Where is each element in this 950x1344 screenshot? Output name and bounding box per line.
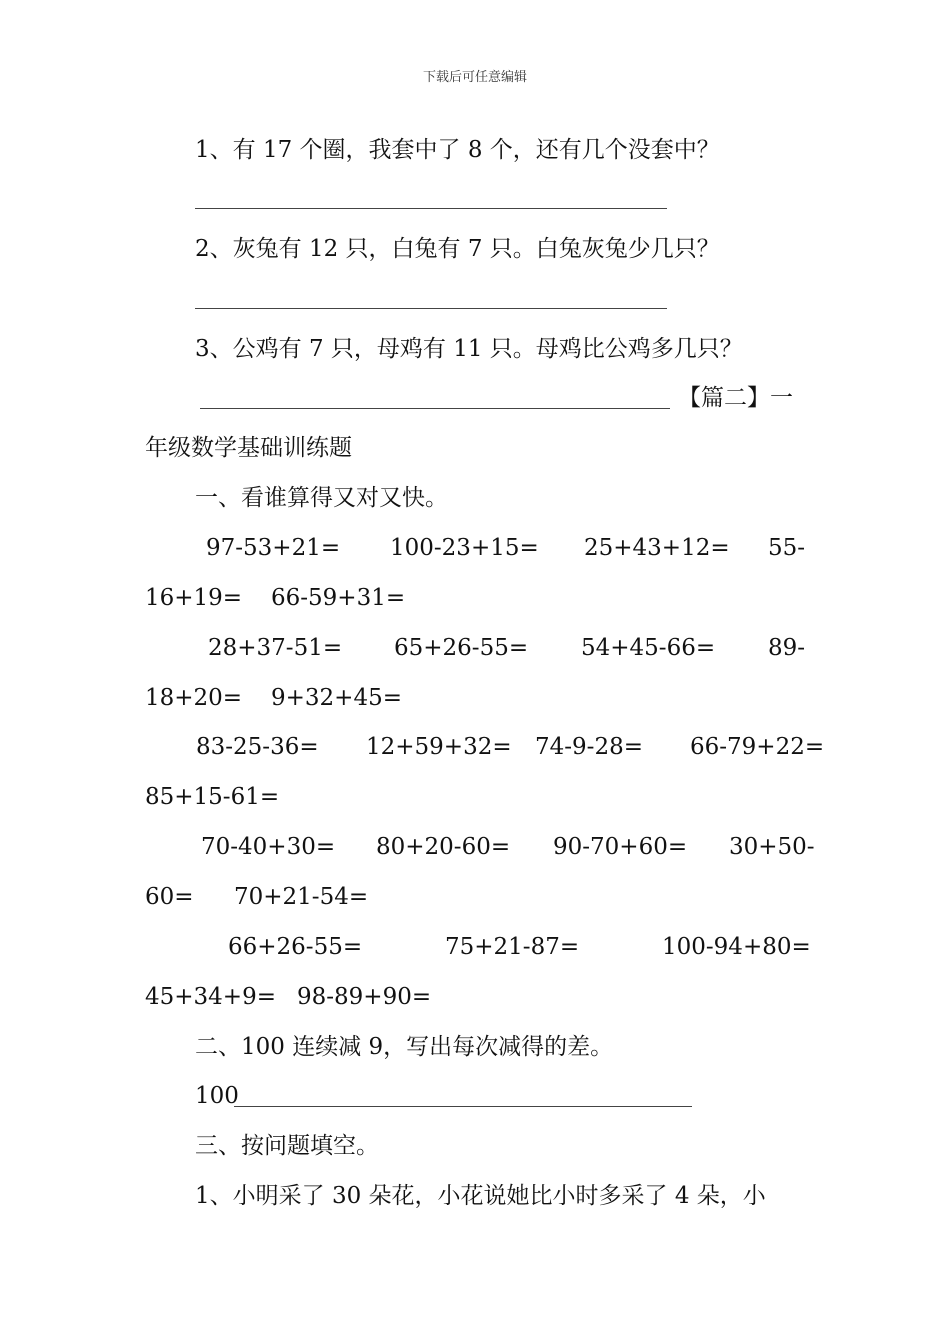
question-4: 1、小明采了 30 朵花，小花说她比小时多采了 4 朵，小 xyxy=(195,1183,766,1209)
answer-line-2[interactable] xyxy=(195,308,667,309)
expr: 25+43+12= xyxy=(584,535,730,561)
expr: 97-53+21= xyxy=(206,535,341,561)
page-header: 下载后可任意编辑 xyxy=(422,70,527,85)
expr-row xyxy=(0,931,950,963)
answer-line-1[interactable] xyxy=(195,208,667,209)
expr: 28+37-51= xyxy=(208,635,343,661)
expr: 100-23+15= xyxy=(390,535,539,561)
expr: 75+21-87= xyxy=(445,934,580,960)
expr-row xyxy=(0,881,950,913)
answer-line-3[interactable] xyxy=(200,408,670,409)
section-1-heading: 一、看谁算得又对又快。 xyxy=(195,485,448,511)
expr: 85+15-61= xyxy=(145,784,280,810)
expr: 16+19= xyxy=(145,585,243,611)
expr: 60= xyxy=(145,884,194,910)
expr: 90-70+60= xyxy=(553,834,688,860)
question-2: 2、灰兔有 12 只，白兔有 7 只。白兔灰兔少几只？ xyxy=(195,236,720,262)
expr-row xyxy=(0,532,950,564)
expr: 55- xyxy=(768,535,806,561)
expr: 83-25-36= xyxy=(196,734,319,760)
question-3: 3、公鸡有 7 只，母鸡有 11 只。母鸡比公鸡多几只？ xyxy=(195,336,743,362)
expr-row xyxy=(0,981,950,1013)
expr-row xyxy=(0,731,950,763)
part2-heading-tail: 【篇二】一 xyxy=(678,385,793,411)
expr-row xyxy=(0,682,950,714)
expr: 70-40+30= xyxy=(201,834,336,860)
part2-title: 年级数学基础训练题 xyxy=(145,435,352,461)
sequence-start: 100 xyxy=(195,1083,239,1109)
expr: 54+45-66= xyxy=(581,635,716,661)
expr: 18+20= xyxy=(145,685,243,711)
sequence-answer-line[interactable] xyxy=(234,1106,692,1107)
expr-row xyxy=(0,831,950,863)
expr: 80+20-60= xyxy=(376,834,511,860)
expr: 30+50- xyxy=(729,834,815,860)
expr: 89- xyxy=(768,635,806,661)
expr-row xyxy=(0,781,950,813)
expr: 66+26-55= xyxy=(228,934,363,960)
expr: 70+21-54= xyxy=(234,884,369,910)
expr: 98-89+90= xyxy=(297,984,432,1010)
expr: 74-9-28= xyxy=(535,734,643,760)
expr: 45+34+9= xyxy=(145,984,276,1010)
expr: 100-94+80= xyxy=(662,934,811,960)
expr: 12+59+32= xyxy=(366,734,512,760)
question-1: 1、有 17 个圈，我套中了 8 个，还有几个没套中？ xyxy=(195,137,720,163)
expr: 9+32+45= xyxy=(271,685,402,711)
expr-row xyxy=(0,632,950,664)
expr: 65+26-55= xyxy=(394,635,529,661)
expr-row xyxy=(0,582,950,614)
expr: 66-59+31= xyxy=(271,585,406,611)
section-2-heading: 二、100 连续减 9，写出每次减得的差。 xyxy=(195,1034,614,1060)
section-3-heading: 三、按问题填空。 xyxy=(195,1133,379,1159)
expr: 66-79+22= xyxy=(690,734,825,760)
